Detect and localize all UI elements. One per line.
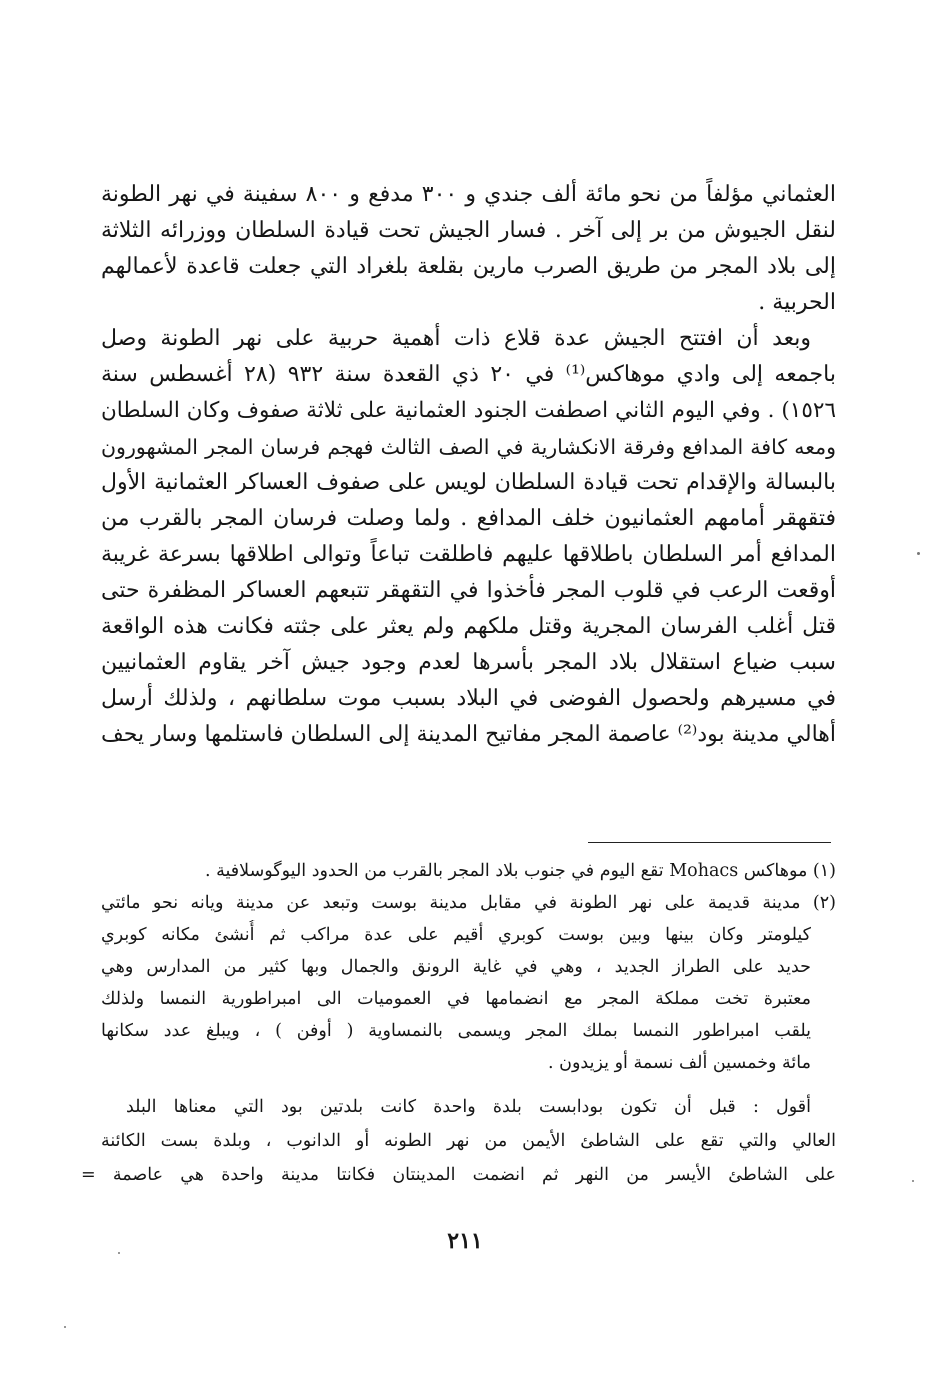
body-line: إلى بلاد المجر من طريق الصرب مارين بقلعة بلغراد التي جعلت قاعدة لأعمالهم (101, 254, 836, 279)
footnote-line: يلقب امبراطور النمسا بملك المجر ويسمى بالنمساوية ( أوفن ) ، ويبلغ عدد سكانها (101, 1021, 811, 1041)
body-line: فتقهقر أمامهم العثمانيون خلف المدافع . ولما وصلت فرسان المجر بالقرب من (101, 506, 836, 531)
body-line: باجمعه إلى وادي موهاكس⁽¹⁾ في ٢٠ ذي القعدة سنة ٩٣٢ (٢٨ أغسطس سنة (101, 362, 836, 387)
page-number: ٢١١ (447, 1228, 483, 1254)
body-line: وبعد أن افتتح الجيش عدة قلاع ذات أهمية حربية على نهر الطونة وصل (101, 326, 811, 351)
body-line: ومعه كافة المدافع وفرقة الانكشارية في الصف الثالث فهجم فرسان المجر المشهورون (101, 435, 836, 459)
footnote-line: حديد على الطراز الجديد ، وهي في غاية الرونق والجمال وبها كثير من المدارس وهي (101, 957, 811, 977)
scan-speck (912, 1180, 914, 1182)
body-line: سبب ضياع استقلال بلاد المجر بأسرها لعدم وجود جيش آخر يقاوم العثمانيين (101, 650, 836, 675)
body-line: في مسيرهم ولحصول الفوضى في البلاد بسبب موت سلطانهم ، ولذلك أرسل (101, 686, 836, 711)
footnote-line: مائة وخمسين ألف نسمة أو يزيدون . (548, 1053, 811, 1073)
footnote-line: (١) موهاكس Mohacs تقع اليوم في جنوب بلاد المجر بالقرب من الحدود اليوگوسلافية . (205, 861, 836, 881)
footnote-line: (٢) مدينة قديمة على نهر الطونة في مقابل مدينة بوست وتبعد عن مدينة ويانه نحو مائتي (101, 893, 836, 913)
body-line: بالبسالة والإقدام تحت قيادة السلطان لويس على صفوف العساكر العثمانية الأول (101, 470, 836, 495)
body-line: العثماني مؤلفاً من نحو مائة ألف جندي و ٣٠٠ مدفع و ٨٠٠ سفينة في نهر الطونة (101, 182, 836, 207)
body-line: المدافع أمر السلطان باطلاقها عليهم فاطلقت تباعاً وتوالى اطلاقها بسرعة غريبة (101, 542, 836, 567)
body-line: أوقعت الرعب في قلوب المجر فأخذوا في التقهقر تتبعهم العساكر المظفرة حتى (101, 578, 836, 603)
body-line: ١٥٢٦) . وفي اليوم الثاني اصطفت الجنود العثمانية على ثلاثة صفوف وكان السلطان (101, 398, 836, 423)
footnote-line: معتبرة تخت مملكة المجر مع انضمامها في العموميات الى امبراطورية النمسا ولذلك (101, 989, 811, 1009)
footnote-line: العالي والتي تقع على الشاطئ الأيمن من نهر الطونه أو الدانوب ، وبلدة بست الكائنة (101, 1131, 836, 1151)
footnote-divider (588, 842, 831, 843)
body-line: أهالي مدينة بود⁽²⁾ عاصمة المجر مفاتيح المدينة إلى السلطان فاستلمها وسار يحف (101, 722, 836, 747)
scan-speck (64, 1326, 66, 1328)
body-line: قتل أغلب الفرسان المجرية وقتل ملكهم ولم يعثر على جثته فكانت هذه الواقعة (101, 614, 836, 639)
body-line: الحربية . (758, 290, 836, 315)
scan-speck (118, 1252, 120, 1254)
footnote-line: أقول : قبل أن تكون بودابست بلدة واحدة كانت بلدتين بود التي معناها البلد (126, 1097, 811, 1117)
footnote-line: كيلومتر وكان بينها وبين بوست كوبري أقيم على عدة مراكب ثم أُنشئ مكانه كوبري (101, 925, 811, 945)
scan-speck (917, 552, 920, 555)
body-line: لنقل الجيوش من بر إلى آخر . فسار الجيش تحت قيادة السلطان ووزرائه الثلاثة (101, 218, 836, 243)
footnote-line: على الشاطئ الأيسر من النهر ثم انضمت المدينتان فكانتا مدينة واحدة هي عاصمة = (81, 1165, 836, 1185)
